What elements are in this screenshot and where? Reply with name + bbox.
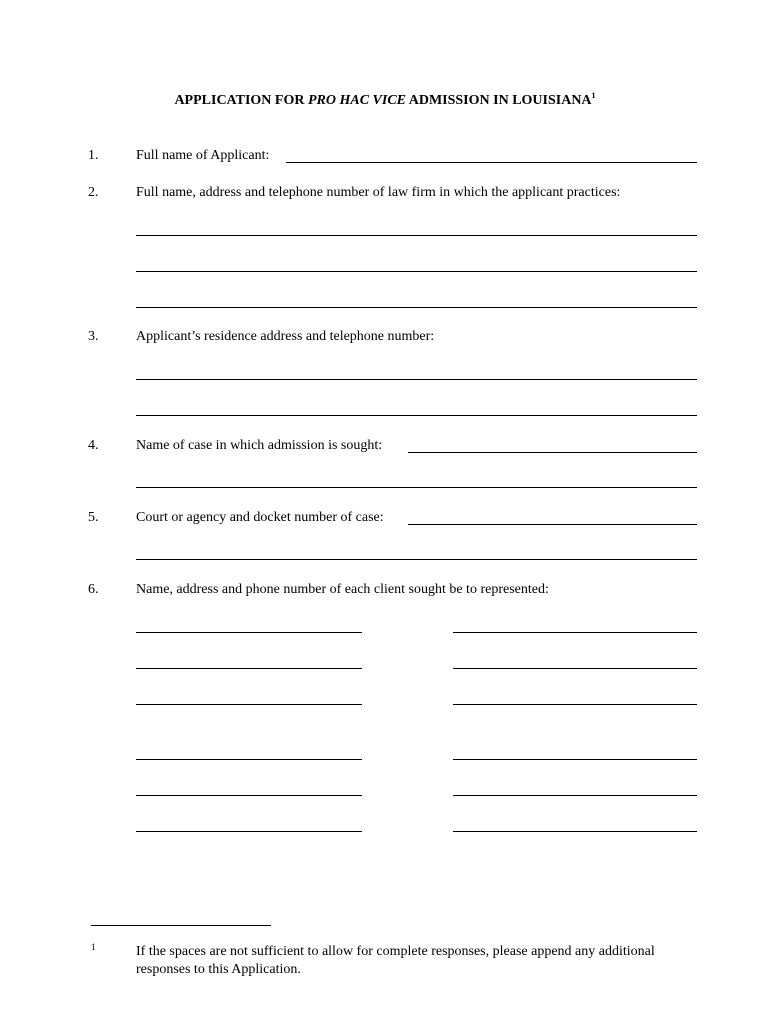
item-6-label: Name, address and phone number of each client sought be to represented: [136,582,549,597]
law-firm-line-1[interactable] [136,235,697,236]
client-3-line-3[interactable] [136,831,362,832]
client-1-line-2[interactable] [136,668,362,669]
docket-line-2[interactable] [136,559,697,560]
client-4-line-1[interactable] [453,759,697,760]
client-2-line-2[interactable] [453,668,697,669]
footnote-mark: 1 [91,942,96,952]
residence-line-1[interactable] [136,379,697,380]
item-3-number: 3. [88,329,99,344]
client-1-line-3[interactable] [136,704,362,705]
page-title: APPLICATION FOR PRO HAC VICE ADMISSION IN LOUISIANA$^1$ [174,91,596,108]
item-2-label: Full name, address and telephone number of law firm in which the applicant practices: [136,185,621,200]
case-name-field[interactable] [408,452,697,453]
title-footnote-mark: 1 [591,91,596,100]
client-2-line-1[interactable] [453,632,697,633]
footnote-text: If the spaces are not sufficient to allow for complete responses, please append any additional responses to this Application. [136,944,655,977]
client-2-line-3[interactable] [453,704,697,705]
case-name-line-2[interactable] [136,487,697,488]
client-3-line-1[interactable] [136,759,362,760]
law-firm-line-2[interactable] [136,271,697,272]
item-3-label: Applicant’s residence address and telephone number: [136,329,435,344]
client-3-line-2[interactable] [136,795,362,796]
client-1-line-1[interactable] [136,632,362,633]
docket-number-field[interactable] [408,524,697,525]
residence-line-2[interactable] [136,415,697,416]
client-4-line-3[interactable] [453,831,697,832]
applicant-name-field[interactable] [286,162,697,163]
item-5-number: 5. [88,510,99,525]
item-1-label: Full name of Applicant: [136,148,270,163]
item-4-number: 4. [88,438,99,453]
item-4-label: Name of case in which admission is sought: [136,438,383,453]
client-4-line-2[interactable] [453,795,697,796]
item-6-number: 6. [88,582,99,597]
item-2-number: 2. [88,185,99,200]
footnote-separator [91,925,271,926]
item-1-number: 1. [88,148,99,163]
item-5-label: Court or agency and docket number of case: [136,510,384,525]
law-firm-line-3[interactable] [136,307,697,308]
